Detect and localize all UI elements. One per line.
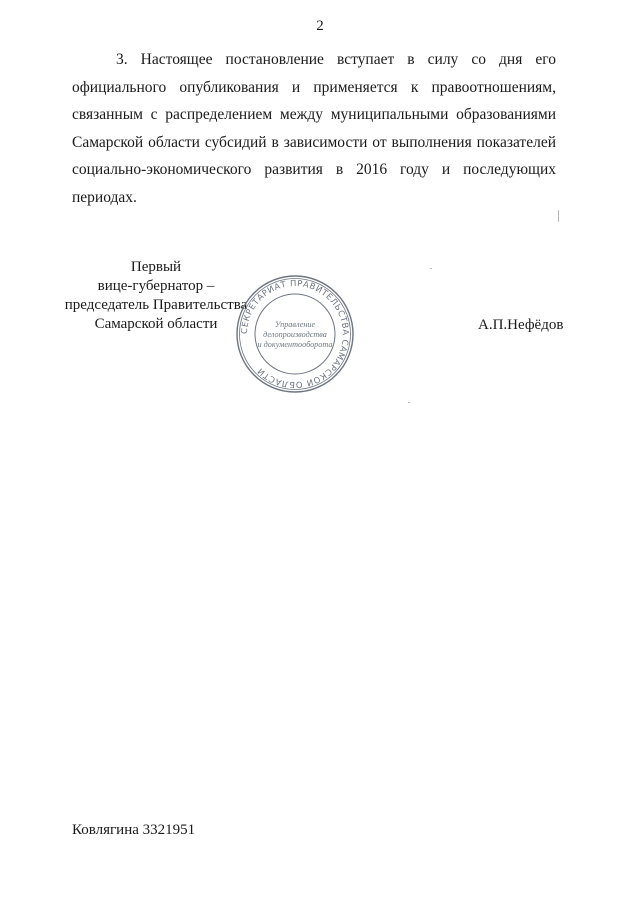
signer-name: А.П.Нефёдов: [478, 317, 564, 333]
stamp-seal: [234, 273, 356, 395]
scan-speck: [558, 210, 559, 222]
signature-title: [56, 258, 256, 334]
footer-contact: Ковлягина 3321951: [72, 822, 196, 838]
stamp-center-line: Управление: [274, 320, 316, 329]
body-paragraph: 3. Настоящее постановление вступает в силу со дня его официального опубликования и применяется к правоотношениям, связанным с распределением между муниципальными образованиями Самарской области субсидий в зависимости от выполнения показателей социально-экономического развития в 2016 году и последующих периодах.: [72, 51, 556, 206]
official-stamp: [234, 273, 356, 395]
stamp-ring-textpath: СЕКРЕТАРИАТ ПРАВИТЕЛЬСТВА САМАРСКОЙ ОБЛАСТИ: [238, 277, 352, 391]
scan-speck: [430, 268, 432, 269]
signature-title-line: вице-губернатор –: [97, 278, 215, 294]
stamp-center-line: и документооборота: [257, 340, 333, 349]
scan-speck: [408, 402, 410, 403]
signature-title-line: Самарской области: [94, 316, 218, 332]
stamp-center-line: делопроизводства: [263, 330, 327, 339]
signature-title-line: Первый: [130, 259, 182, 275]
page-number: 2: [316, 18, 324, 34]
signature-title-line: председатель Правительства: [64, 297, 248, 313]
